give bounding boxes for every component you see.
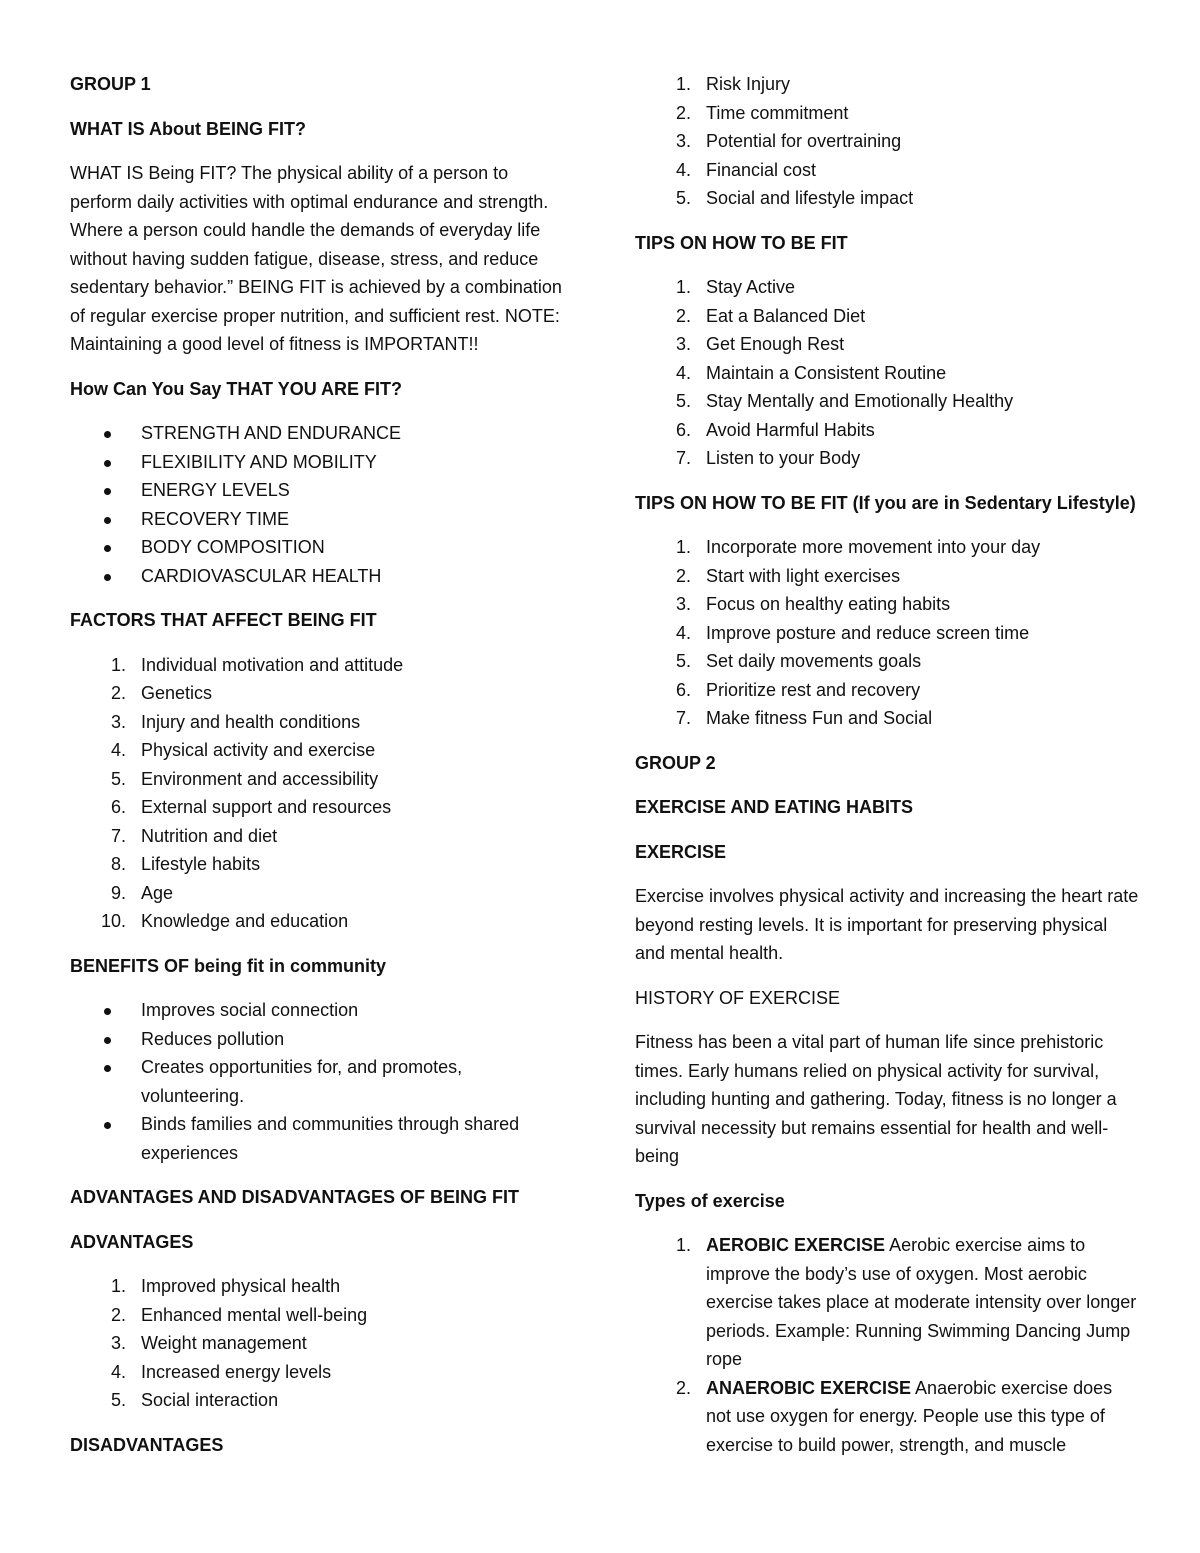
bullet-icon bbox=[104, 460, 111, 467]
list-number: 6. bbox=[675, 419, 691, 440]
list-item bbox=[635, 184, 1140, 213]
list-item bbox=[635, 99, 1140, 128]
list-item-text: STRENGTH AND ENDURANCE bbox=[141, 423, 402, 443]
list-item bbox=[70, 1386, 570, 1415]
list-item-text: Get Enough Rest bbox=[706, 334, 845, 354]
bullet-icon bbox=[104, 517, 111, 524]
list-number: 3. bbox=[110, 1333, 126, 1353]
list-item-text: External support and resources bbox=[141, 797, 392, 817]
type-title: AEROBIC EXERCISE bbox=[706, 1235, 886, 1255]
list-item bbox=[70, 1053, 570, 1110]
list-item bbox=[635, 704, 1140, 733]
list-item bbox=[635, 330, 1140, 359]
list-item bbox=[70, 651, 570, 680]
list-item bbox=[635, 70, 1140, 99]
list-item-text: Anaerobic exercise does not use oxygen for energy. People use this type of exercise to build power, strength, and muscle bbox=[706, 1377, 1113, 1455]
list-item-text: Listen to your Body bbox=[706, 448, 861, 468]
list-item bbox=[70, 533, 570, 562]
list-number: 2. bbox=[675, 305, 691, 326]
list-item bbox=[70, 907, 570, 936]
list-item-text: RECOVERY TIME bbox=[141, 508, 290, 529]
bullet-icon bbox=[104, 1122, 111, 1129]
bullet-icon bbox=[104, 431, 111, 438]
list-item-text: Focus on healthy eating habits bbox=[706, 594, 951, 614]
list-number: 5. bbox=[675, 651, 691, 671]
advantages-list bbox=[70, 1272, 570, 1415]
list-item bbox=[635, 1374, 1140, 1460]
bullet-icon bbox=[104, 545, 111, 552]
list-item bbox=[70, 476, 570, 505]
list-item-text: ENERGY LEVELS bbox=[141, 480, 290, 500]
left-column bbox=[70, 70, 570, 1475]
list-item-text: Financial cost bbox=[706, 159, 817, 180]
list-item bbox=[70, 448, 570, 477]
list-item bbox=[70, 1329, 570, 1358]
list-item bbox=[635, 127, 1140, 156]
list-number: 2. bbox=[675, 102, 691, 123]
exercise-eating-heading: EXERCISE AND EATING HABITS bbox=[635, 797, 914, 817]
list-item bbox=[635, 156, 1140, 185]
list-number: 10. bbox=[100, 911, 126, 931]
list-item bbox=[70, 879, 570, 908]
list-number: 1. bbox=[675, 1235, 691, 1255]
list-number: 3. bbox=[110, 711, 126, 732]
list-item bbox=[635, 387, 1140, 416]
list-item bbox=[70, 679, 570, 708]
list-item-text: Make fitness Fun and Social bbox=[706, 708, 933, 728]
list-item-text: Social interaction bbox=[141, 1390, 279, 1410]
list-item-text: Avoid Harmful Habits bbox=[706, 419, 875, 440]
list-item-text: Environment and accessibility bbox=[141, 768, 379, 789]
type-title: ANAEROBIC EXERCISE bbox=[706, 1377, 912, 1398]
list-item-text: Improves social connection bbox=[141, 1000, 359, 1020]
list-item-text: Weight management bbox=[141, 1333, 307, 1353]
exercise-heading: EXERCISE bbox=[635, 841, 727, 862]
list-item-text: FLEXIBILITY AND MOBILITY bbox=[141, 451, 377, 472]
list-item bbox=[70, 1025, 570, 1054]
list-item bbox=[635, 533, 1140, 562]
list-item bbox=[70, 562, 570, 591]
benefits-heading: BENEFITS OF being fit in community bbox=[70, 955, 387, 976]
list-item-text: Improve posture and reduce screen time bbox=[706, 622, 1030, 643]
list-item-text: Increased energy levels bbox=[141, 1361, 332, 1382]
list-number: 8. bbox=[110, 854, 126, 874]
list-number: 7. bbox=[110, 825, 126, 846]
list-number: 4. bbox=[110, 740, 126, 760]
types-list bbox=[635, 1231, 1140, 1459]
tips-list bbox=[635, 273, 1140, 473]
list-number: 3. bbox=[675, 131, 691, 151]
disadvantages-heading: DISADVANTAGES bbox=[70, 1434, 224, 1455]
list-item-text: Binds families and communities through shared experiences bbox=[141, 1114, 520, 1163]
list-item bbox=[635, 302, 1140, 331]
list-item-text: Reduces pollution bbox=[141, 1028, 285, 1049]
list-item bbox=[635, 1231, 1140, 1374]
list-item-text: Start with light exercises bbox=[706, 565, 901, 586]
factors-heading: FACTORS THAT AFFECT BEING FIT bbox=[70, 610, 377, 630]
list-number: 4. bbox=[675, 362, 691, 383]
list-number: 5. bbox=[675, 188, 691, 208]
list-item-text: Creates opportunities for, and promotes, volunteering. bbox=[141, 1057, 463, 1106]
list-item-text: Enhanced mental well-being bbox=[141, 1304, 368, 1325]
list-item bbox=[70, 1301, 570, 1330]
list-item-text: Stay Active bbox=[706, 277, 796, 297]
benefits-list bbox=[70, 996, 570, 1167]
right-column bbox=[635, 70, 1140, 1475]
bullet-icon bbox=[104, 1065, 111, 1072]
list-number: 3. bbox=[675, 594, 691, 614]
bullet-icon bbox=[104, 488, 111, 495]
disadvantages-list bbox=[635, 70, 1140, 213]
list-number: 1. bbox=[675, 277, 691, 297]
list-number: 1. bbox=[675, 537, 691, 557]
fit-signs-list bbox=[70, 419, 570, 590]
list-number: 1. bbox=[110, 1276, 126, 1296]
list-item bbox=[635, 416, 1140, 445]
what-is-about-heading: WHAT IS About BEING FIT? bbox=[70, 118, 306, 139]
tips-heading: TIPS ON HOW TO BE FIT bbox=[635, 232, 848, 253]
list-number: 7. bbox=[675, 708, 691, 728]
list-item bbox=[70, 793, 570, 822]
list-number: 2. bbox=[110, 1304, 126, 1325]
list-item-text: Social and lifestyle impact bbox=[706, 188, 914, 208]
bullet-icon bbox=[104, 1037, 111, 1044]
list-item-text: Maintain a Consistent Routine bbox=[706, 362, 947, 383]
list-item-text: Physical activity and exercise bbox=[141, 740, 376, 760]
types-heading: Types of exercise bbox=[635, 1190, 785, 1211]
list-item-text: Risk Injury bbox=[706, 74, 791, 94]
list-number: 6. bbox=[110, 797, 126, 817]
list-item-text: Improved physical health bbox=[141, 1276, 341, 1296]
list-item-text: Potential for overtraining bbox=[706, 131, 902, 151]
list-item-text: Stay Mentally and Emotionally Healthy bbox=[706, 391, 1014, 411]
list-item-text: Time commitment bbox=[706, 102, 849, 123]
advantages-heading: ADVANTAGES bbox=[70, 1231, 194, 1252]
list-item bbox=[635, 647, 1140, 676]
list-item bbox=[635, 273, 1140, 302]
list-item bbox=[70, 419, 570, 448]
factors-list bbox=[70, 651, 570, 936]
list-item bbox=[70, 996, 570, 1025]
list-item-text: Set daily movements goals bbox=[706, 651, 922, 671]
exercise-paragraph: Exercise involves physical activity and increasing the heart rate beyond resting levels. It is important for preserving physical and mental health. bbox=[635, 886, 1139, 963]
history-paragraph: Fitness has been a vital part of human life since prehistoric times. Early humans relied on physical activity for survival, including hunting and gathering. Today, fitness is no longer a survival necessity but remains essential for health and well-being bbox=[635, 1032, 1117, 1166]
list-item-text: Incorporate more movement into your day bbox=[706, 537, 1041, 557]
list-item bbox=[635, 359, 1140, 388]
list-item-text: BODY COMPOSITION bbox=[141, 537, 325, 557]
adv-disadv-heading: ADVANTAGES AND DISADVANTAGES OF BEING FIT bbox=[70, 1187, 520, 1207]
list-number: 1. bbox=[110, 654, 126, 675]
list-item-text: CARDIOVASCULAR HEALTH bbox=[141, 565, 382, 586]
list-item bbox=[635, 444, 1140, 473]
list-number: 3. bbox=[675, 334, 691, 354]
intro-paragraph: WHAT IS Being FIT? The physical ability of a person to perform daily activities with optimal endurance and strength. Where a person could handle the demands of everyday life without having sudden fatigue, disease, stress, and reduce sedentary behavior.” BEING FIT is achieved by a combination of regular exercise proper nutrition, and sufficient rest. NOTE: Maintaining a good level of fitness is IMPORTANT!! bbox=[70, 163, 562, 354]
list-number: 4. bbox=[675, 159, 691, 180]
list-number: 7. bbox=[675, 448, 691, 468]
tips-sedentary-list bbox=[635, 533, 1140, 733]
list-item bbox=[70, 1110, 570, 1167]
list-item bbox=[635, 590, 1140, 619]
list-number: 5. bbox=[110, 768, 126, 789]
list-number: 1. bbox=[675, 74, 691, 94]
tips-sedentary-heading: TIPS ON HOW TO BE FIT (If you are in Sedentary Lifestyle) bbox=[635, 492, 1136, 513]
list-item bbox=[635, 676, 1140, 705]
list-number: 5. bbox=[110, 1390, 126, 1410]
bullet-icon bbox=[104, 1008, 111, 1015]
list-item bbox=[635, 562, 1140, 591]
list-number: 4. bbox=[110, 1361, 126, 1382]
list-item-text: Lifestyle habits bbox=[141, 854, 261, 874]
list-item-text: Nutrition and diet bbox=[141, 825, 278, 846]
bullet-icon bbox=[104, 574, 111, 581]
list-item bbox=[70, 1272, 570, 1301]
list-item bbox=[635, 619, 1140, 648]
list-item-text: Age bbox=[141, 882, 174, 903]
list-number: 4. bbox=[675, 622, 691, 643]
list-number: 2. bbox=[110, 683, 126, 703]
list-item-text: Knowledge and education bbox=[141, 911, 349, 931]
list-item bbox=[70, 850, 570, 879]
history-heading: HISTORY OF EXERCISE bbox=[635, 987, 841, 1008]
list-number: 2. bbox=[675, 1377, 691, 1398]
group1-heading: GROUP 1 bbox=[70, 74, 151, 94]
list-number: 5. bbox=[675, 391, 691, 411]
list-item bbox=[70, 1358, 570, 1387]
list-item bbox=[70, 822, 570, 851]
list-item-text: Individual motivation and attitude bbox=[141, 654, 404, 675]
list-number: 9. bbox=[110, 882, 126, 903]
how-can-you-say-heading: How Can You Say THAT YOU ARE FIT? bbox=[70, 378, 403, 399]
list-item bbox=[70, 765, 570, 794]
list-item-text: Genetics bbox=[141, 683, 213, 703]
list-item-text: Injury and health conditions bbox=[141, 711, 361, 732]
list-item-text: Prioritize rest and recovery bbox=[706, 679, 921, 700]
list-item bbox=[70, 708, 570, 737]
group2-heading: GROUP 2 bbox=[635, 752, 716, 773]
list-item bbox=[70, 736, 570, 765]
list-number: 6. bbox=[675, 679, 691, 700]
list-number: 2. bbox=[675, 565, 691, 586]
list-item-text: Aerobic exercise aims to improve the body’s use of oxygen. Most aerobic exercise takes place at moderate intensity over longer periods. Example: Running Swimming Dancing Jump rope bbox=[706, 1235, 1137, 1369]
list-item-text: Eat a Balanced Diet bbox=[706, 305, 866, 326]
list-item bbox=[70, 505, 570, 534]
